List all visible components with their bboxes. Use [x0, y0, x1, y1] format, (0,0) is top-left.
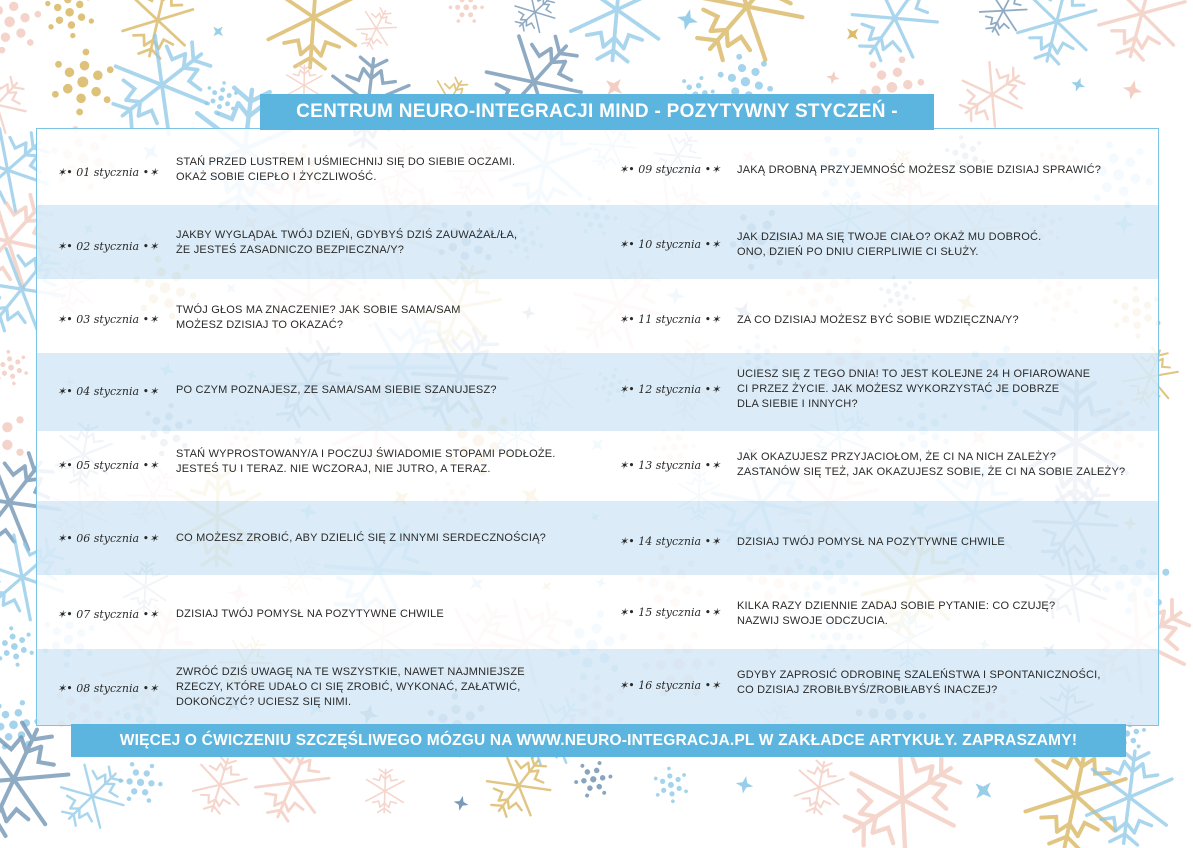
day-16-prompt: GDYBY ZAPROSIĆ ODROBINĘ SZALEŃSTWA I SPONTANICZNOŚCI, CO DZISIAJ ZROBIŁBYŚ/ZROBIŁABYŚ INACZEJ?	[737, 669, 1101, 696]
day-05-prompt: STAŃ WYPROSTOWANY/A I POCZUJ ŚWIADOMIE STOPAMI PODŁOŻE. JESTEŚ TU I TERAZ. NIE WCZORAJ, NIE JUTRO, A TERAZ.	[176, 448, 556, 475]
snowflake-icon	[571, 755, 617, 803]
snowflake-icon	[507, 0, 562, 39]
day-09-prompt: JAKĄ DROBNĄ PRZYJEMNOŚĆ MOŻESZ SOBIE DZISIAJ SPRAWIĆ?	[737, 164, 1102, 176]
day-02-prompt: JAKBY WYGLĄDAŁ TWÓJ DZIEŃ, GDYBYŚ DZIŚ ZAUWAŻAŁ/ŁA, ŻE JESTEŚ ZASADNICZO BEZPIECZNA/Y?	[176, 229, 518, 256]
snowflake-icon	[189, 751, 251, 818]
day-12-date: ✶• 12 stycznia •✶	[619, 383, 721, 396]
day-05-date: ✶• 05 stycznia •✶	[57, 459, 159, 472]
snowflake-icon	[0, 710, 80, 848]
snowflake-icon	[974, 0, 1032, 41]
snowflake-icon	[0, 400, 24, 472]
star-icon	[452, 794, 470, 812]
day-15-prompt: KILKA RAZY DZIENNIE ZADAJ SOBIE PYTANIE: CO CZUJĘ? NAZWIJ SWOJE ODCZUCIA.	[737, 600, 1056, 627]
star-icon	[674, 7, 700, 33]
snowflake-icon	[50, 754, 136, 839]
snowflake-icon	[352, 3, 401, 54]
day-04-prompt: PO CZYM POZNAJESZ, ZE SAMA/SAM SIEBIE SZANUJESZ?	[176, 384, 497, 396]
day-11-prompt: ZA CO DZISIAJ MOŻESZ BYĆ SOBIE WDZIĘCZNA/Y?	[737, 314, 1019, 326]
day-11-date: ✶• 11 stycznia •✶	[619, 313, 721, 326]
day-09-date: ✶• 09 stycznia •✶	[619, 163, 721, 176]
snowflake-icon	[1084, 746, 1175, 848]
day-14-date: ✶• 14 stycznia •✶	[619, 535, 721, 548]
snowflake-icon	[267, 0, 361, 71]
star-icon	[825, 70, 841, 86]
day-01-prompt: STAŃ PRZED LUSTREM I UŚMIECHNIJ SIĘ DO SIEBIE OCZAMI. OKAŻ SOBIE CIEPŁO I ŻYCZLIWOŚĆ.	[176, 156, 516, 183]
day-04-date: ✶• 04 stycznia •✶	[57, 385, 159, 398]
snowflake-icon	[35, 0, 105, 47]
star-icon	[734, 774, 755, 795]
snowflake-icon	[50, 46, 116, 119]
snowflake-icon	[1013, 0, 1101, 70]
day-07-prompt: DZISIAJ TWÓJ POMYSŁ NA POZYTYWNE CHWILE	[176, 608, 444, 620]
snowflake-icon	[792, 758, 846, 818]
day-06-date: ✶• 06 stycznia •✶	[57, 532, 159, 545]
snowflake-icon	[365, 769, 404, 813]
snowflake-icon	[950, 53, 1035, 136]
star-icon	[1069, 75, 1088, 94]
snowflake-icon	[1093, 0, 1191, 67]
day-03-date: ✶• 03 stycznia •✶	[57, 313, 159, 326]
star-icon	[1121, 78, 1145, 102]
snowflake-icon	[673, 0, 821, 81]
snowflake-icon	[444, 0, 488, 30]
day-13-date: ✶• 13 stycznia •✶	[619, 459, 721, 472]
day-12-prompt: UCIESZ SIĘ Z TEGO DNIA! TO JEST KOLEJNE 24 H OFIAROWANE CI PRZEZ ŻYCIE. JAK MOŻESZ WYKORZYSTAĆ JE DOBRZE DLA SIEBIE I INNYCH?	[737, 368, 1091, 410]
day-15-date: ✶• 15 stycznia •✶	[619, 606, 721, 619]
day-06-prompt: CO MOŻESZ ZROBIĆ, ABY DZIELIĆ SIĘ Z INNYMI SERDECZNOŚCIĄ?	[176, 532, 546, 544]
snowflake-icon	[647, 761, 696, 809]
day-01-date: ✶• 01 stycznia •✶	[57, 166, 159, 179]
day-03-prompt: TWÓJ GŁOS MA ZNACZENIE? JAK SOBIE SAMA/SAM MOŻESZ DZISIAJ TO OKAZAĆ?	[176, 304, 461, 331]
day-13-prompt: JAK OKAZUJESZ PRZYJACIOŁOM, ŻE CI NA NICH ZALEŻY? ZASTANÓW SIĘ TEŻ, JAK OKAZUJESZ SOBIE, ŻE CI NA SOBIE ZALEŻY?	[737, 451, 1126, 478]
snowflake-icon	[0, 0, 46, 61]
day-07-date: ✶• 07 stycznia •✶	[57, 608, 159, 621]
footer-banner: WIĘCEJ O ĆWICZENIU SZCZĘŚLIWEGO MÓZGU NA WWW.NEURO-INTEGRACJA.PL W ZAKŁADCE ARTYKUŁY. ZAPRASZAMY!	[71, 724, 1126, 757]
star-icon	[842, 23, 864, 45]
snowflake-icon	[569, 0, 665, 64]
star-icon	[209, 22, 228, 41]
day-10-date: ✶• 10 stycznia •✶	[619, 238, 721, 251]
day-08-date: ✶• 08 stycznia •✶	[57, 682, 159, 695]
calendar-panel	[36, 128, 1159, 726]
day-14-prompt: DZISIAJ TWÓJ POMYSŁ NA POZYTYWNE CHWILE	[737, 536, 1005, 548]
day-16-date: ✶• 16 stycznia •✶	[619, 679, 721, 692]
day-08-prompt: ZWRÓĆ DZIŚ UWAGĘ NA TE WSZYSTKIE, NAWET NAJMNIEJSZE RZECZY, KTÓRE UDAŁO CI SIĘ ZROBIĆ, WYKONAĆ, ZAŁATWIĆ, DOKOŃCZYĆ? UCIESZ SIĘ NIMI.	[176, 666, 525, 708]
page-title: CENTRUM NEURO-INTEGRACJI MIND - POZYTYWNY STYCZEŃ -	[260, 94, 934, 130]
day-10-prompt: JAK DZISIAJ MA SIĘ TWOJE CIAŁO? OKAŻ MU DOBROĆ. ONO, DZIEŃ PO DNIU CIERPLIWIE CI SŁUŻY.	[737, 231, 1042, 258]
day-02-date: ✶• 02 stycznia •✶	[57, 240, 159, 253]
star-icon	[968, 775, 998, 805]
snowflake-icon	[0, 344, 35, 391]
